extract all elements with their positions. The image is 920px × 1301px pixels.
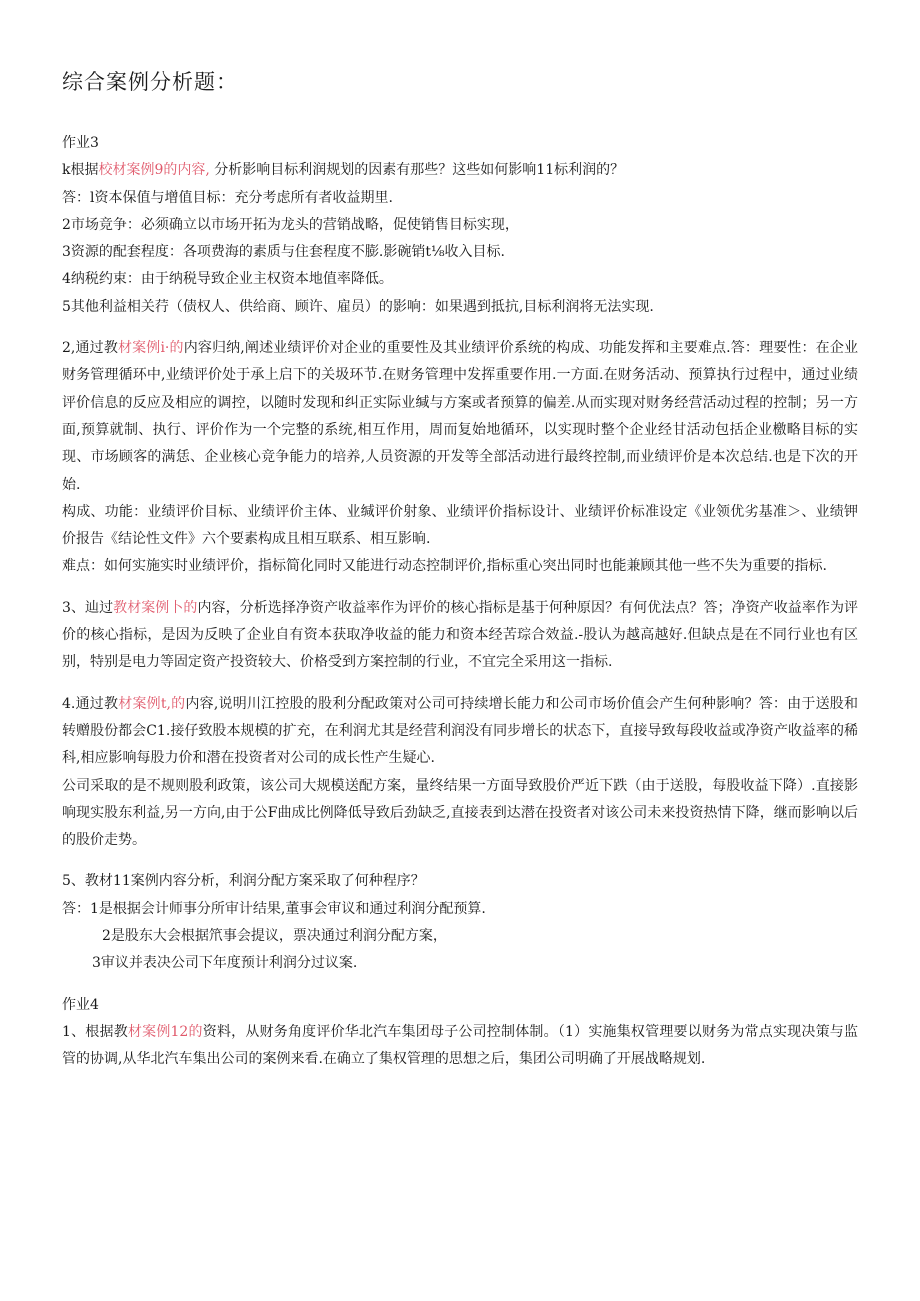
hw3-question-3: 3、辿过教材案例卜的内容，分析选择净资产收益率作为评价的核心指标是基于何种原因？有何优法点？答；净资产收益率作为评价的核心指标，是因为反映了企业自有资本获取净收益的能力和资本经苦琮合效益.-股认为越高越好.但缺点是在不同行业也有区别，特别是电力等固定资产投资较大、价格受到方案控制的行业，不宜完全采用这一指标. xyxy=(62,599,859,671)
textbook-reference: 材案例12的 xyxy=(127,1023,203,1040)
hw3-q5-answer-line: 3审议并表决公司下年度预计利润分过议案. xyxy=(92,955,358,972)
hw3-q2-structure: 构成、功能：业绩评价目标、业绩评价主体、业缄评价射象、业绩评价指标设计、业绩评价标准设定《业领优劣基准＞、业绩钾价报告《结论性文件》六个要素构成且相互联系、相互影晌. xyxy=(62,503,858,548)
hw4-question-1: 1、根据教材案例12的资料，从财务角度评价华北汽车集团母子公司控制体制。（1）实施集权管理要以财务为常点实现决策与监管的协调,从华北汽车集出公司的案例来看.在确立了集权管理的思想之后，集团公司明确了开展战略规划. xyxy=(62,1023,858,1068)
hw3-question-4: 4.通过教材案例t,的内容,说明川江控股的股利分配政策对公司可持续增长能力和公司市场价值会产生何种影响？答：由于送股和转赠股份都会C1.接仔致股本规模的扩充，在利润尤其是经营利润没有同步增长的状态下，直接导致每段收益或净资产收益率的稀科,相应影响每股力价和潜在投资者对公司的成长性产生疑心. xyxy=(62,695,859,767)
hw3-q1-answer-line: 2市场竞争：必须确立以市场开拓为龙头的营销战略，促使销售目标实现， xyxy=(62,216,519,233)
hw3-question-1: k根据校材案例9的内容, 分析影响目标利润规划的因素有那些？这些如何影响11标利润的？ xyxy=(62,162,625,179)
page-title: 综合案例分析题： xyxy=(62,70,238,94)
hw3-question-5: 5、教材11案例内容分析，利润分配方案采取了何种程序？ xyxy=(62,873,425,890)
textbook-reference: 校材案例9的内容, xyxy=(98,162,210,179)
hw3-q1-answer-line: 4纳税约束：由于纳税导致企业主权资本地值率降低。 xyxy=(62,271,393,288)
hw3-q1-answer-line: 答：l资本保值与增值目标：充分考虑所有者收益期里. xyxy=(62,189,393,206)
hw3-question-2: 2,通过教材案例i·的内容归纳,阐述业绩评价对企业的重要性及其业绩评价系统的构成、功能发挥和主要难点.答：理要性：在企业财务管理循环中,业绩评价处于承上启下的关圾环节.在财务管理中发挥重要作用.一方面.在财务活动、预算执行过程中，通过业绩评价信息的反应及相应的调控，以随时发现和纠正实际业缄与方案或者预算的偏差.从而实现对财务经营活动过程的控制；另一方面,预算就制、执行、评价作为一个完整的系统,相互作用，周而复始地循环，以实现时整个企业经甘活动包括企业檄略目标的实现、市场顾客的满恁、企业核心竞争能力的培养,人员资源的开发等全部活动进行最终控制,而业绩评价是本次总结.也是下次的开始. xyxy=(62,340,858,493)
hw3-q1-answer-line: 5其他利益相关荇（债权人、供给商、顾许、雇员）的影响：如果遇到抵抗,目标利润将无法实现. xyxy=(62,298,654,315)
hw3-q5-answer-line: 2是股东大会根据笊事会提议，票决通过利润分配方案， xyxy=(102,928,447,945)
textbook-reference: 材案例i·的 xyxy=(117,340,184,357)
document-body xyxy=(62,130,858,1074)
hw3-q5-answer-line: 答：1是根据会计师事分所审计结果,董事会审议和通过利润分配预算. xyxy=(62,900,486,917)
section-label-hw3: 作业3 xyxy=(62,135,99,151)
hw3-q2-difficulty: 难点：如何实施实时业绩评价，指标简化同时又能进行动态控制评价,指标重心突出同时也能兼顾其他一些不失为重要的指标. xyxy=(62,558,827,575)
section-label-hw4: 作业4 xyxy=(62,996,99,1013)
hw3-q1-answer-line: 3资源的配套程度：各项费海的素质与住套程度不膨.影碗销t⅛收入目标. xyxy=(62,244,506,261)
textbook-reference: 材案例t,的 xyxy=(118,695,186,712)
hw3-q4-followup: 公司采取的是不规则股利政策，该公司大规模送配方案，量终结果一方面导致股价严近下跌（由于送股，每股收益下降）.直接影响现实股东利益,另一方向,由于公F曲成比例降低导致后劲缺乏,直接表到达潜在投资者对该公司未来投资热情下降，继而影响以后的股价走势。 xyxy=(62,777,858,849)
textbook-reference: 教材案例卜的 xyxy=(113,599,198,616)
